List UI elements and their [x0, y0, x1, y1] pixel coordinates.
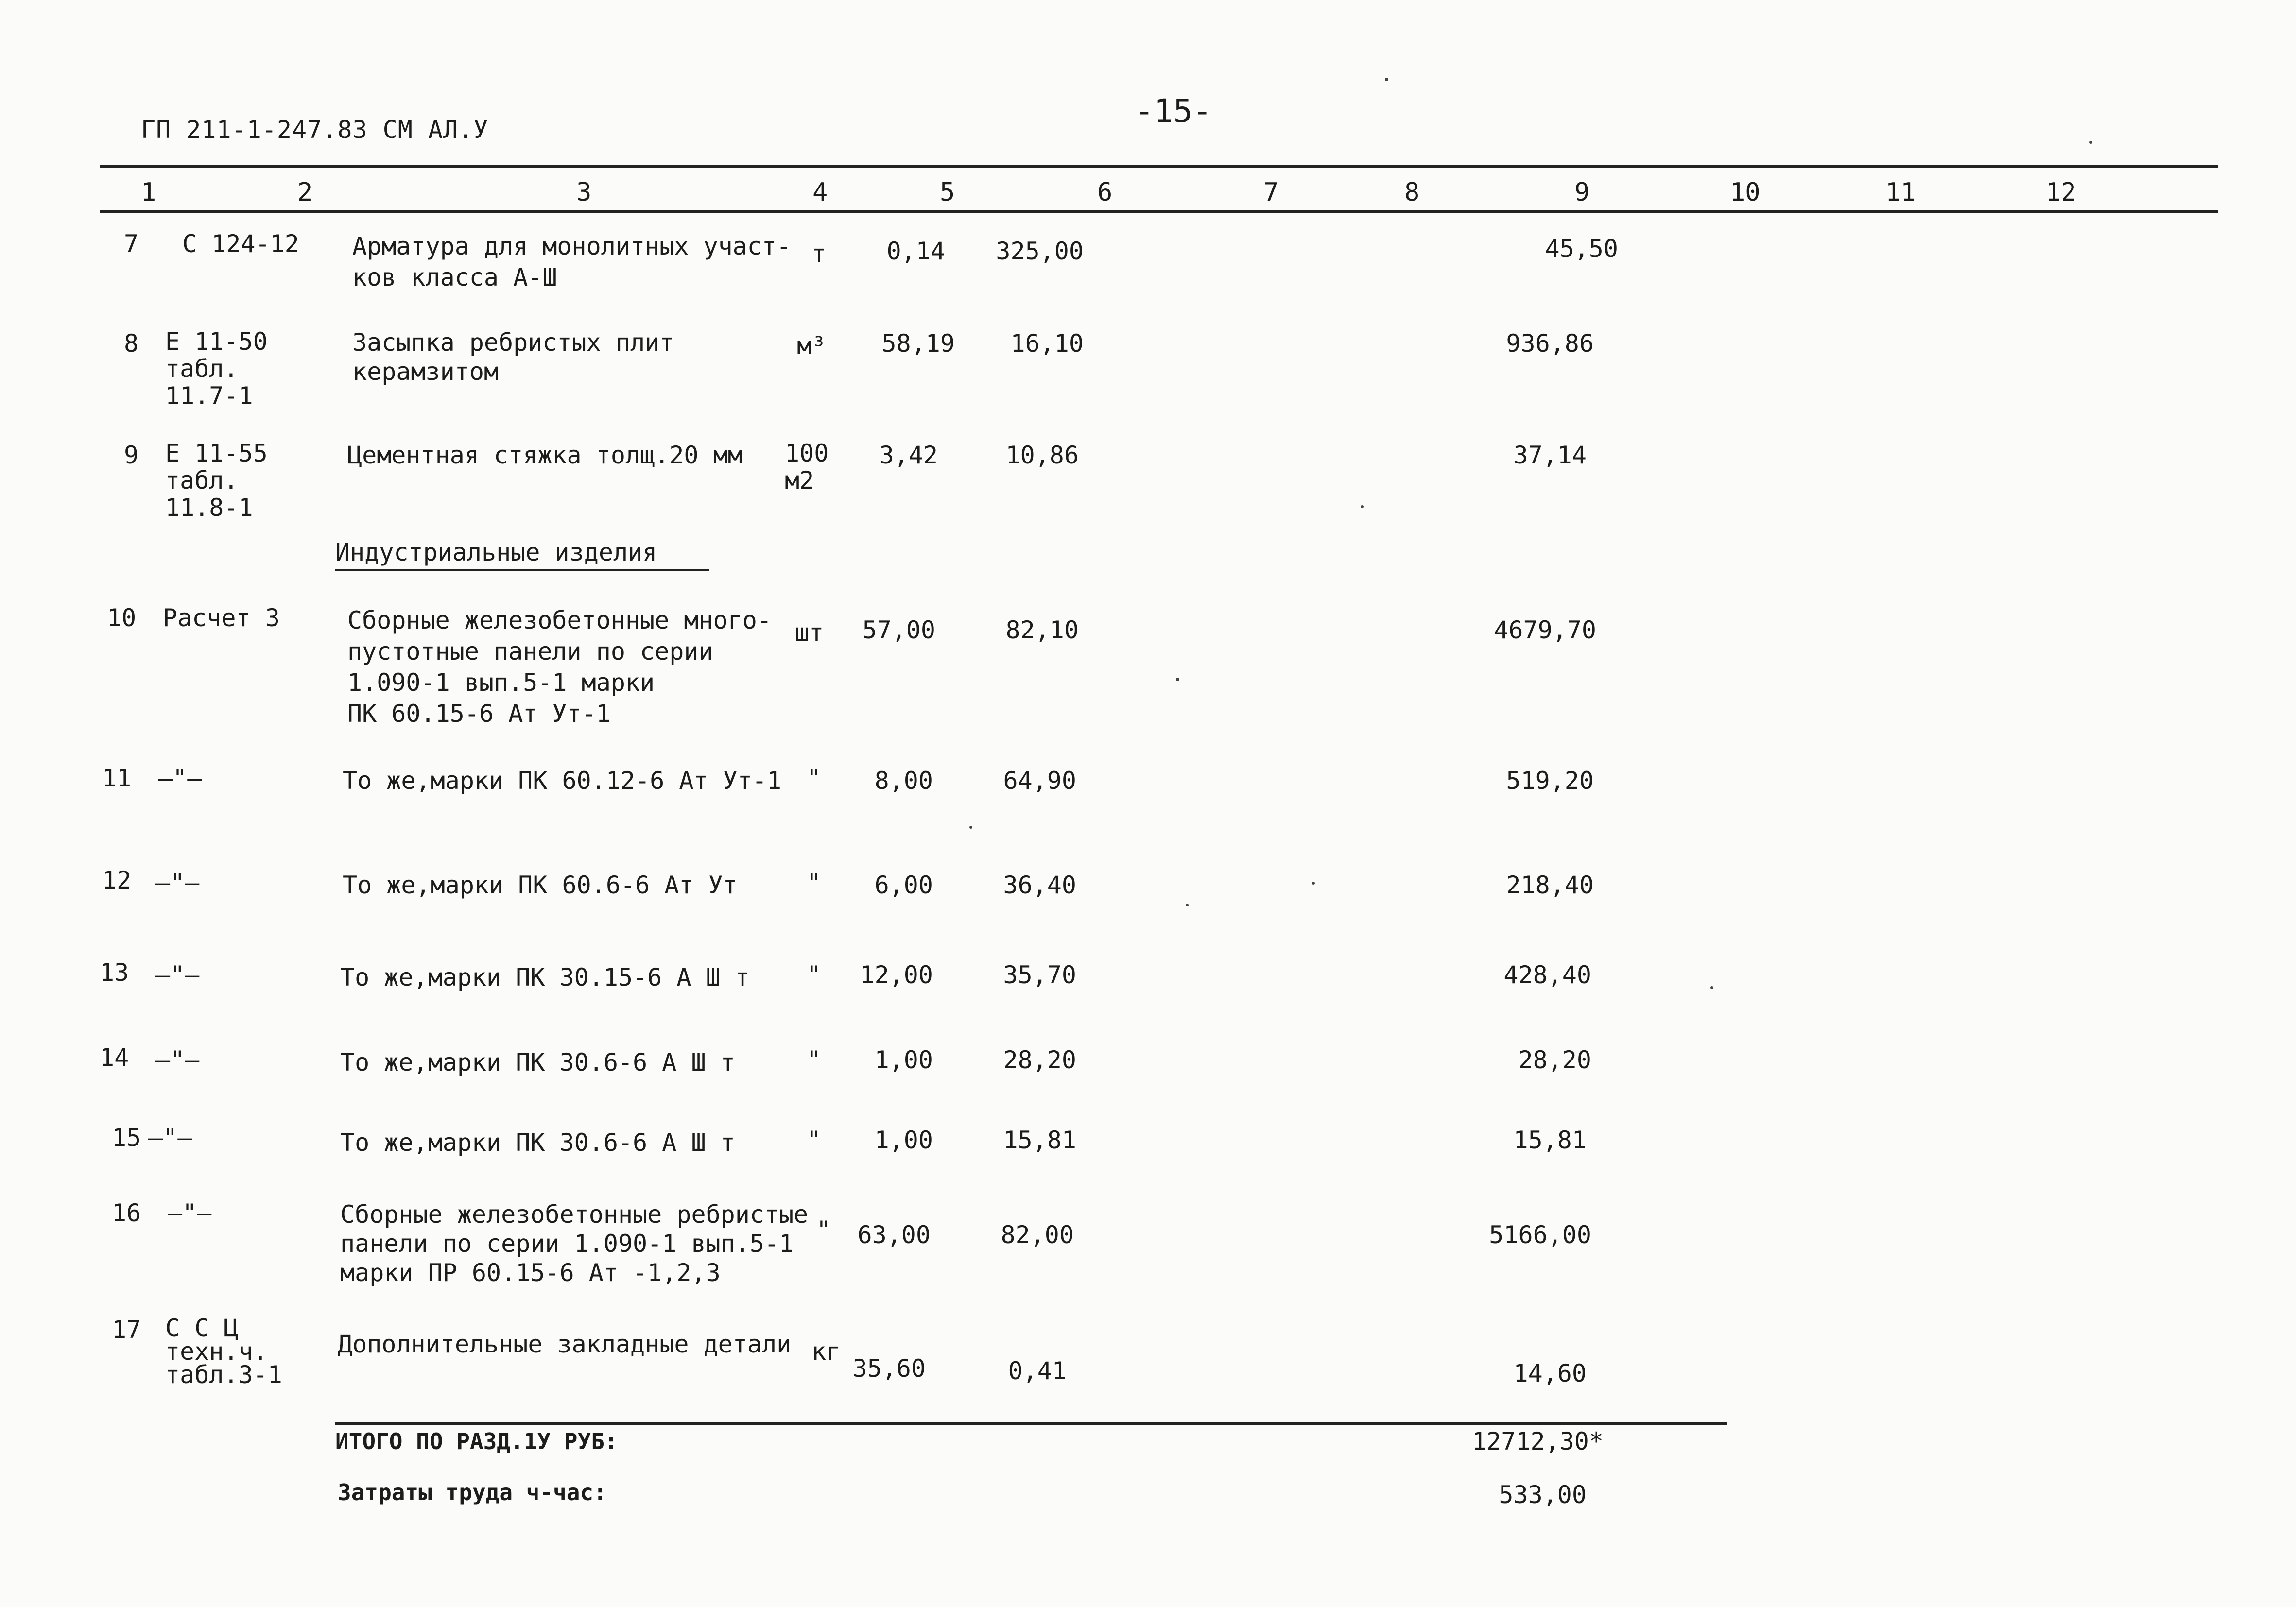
header-top-rule	[100, 165, 2218, 168]
row-13-total: 428,40	[1503, 961, 1591, 989]
row-11-price: 64,90	[1003, 767, 1076, 795]
col-header-12: 12	[2046, 178, 2076, 207]
row-12-price: 36,40	[1003, 871, 1076, 899]
row-14-number: 14	[100, 1043, 129, 1072]
row-8-total: 936,86	[1506, 329, 1594, 358]
row-10-price: 82,10	[1005, 616, 1079, 644]
col-header-6: 6	[1097, 178, 1113, 207]
row-16-code: —"—	[168, 1199, 212, 1227]
col-header-2: 2	[297, 178, 313, 207]
row-17-price: 0,41	[1008, 1357, 1067, 1385]
row-15-unit: "	[807, 1126, 822, 1154]
row-14-quantity: 1,00	[874, 1046, 933, 1074]
row-11-code: —"—	[158, 764, 202, 792]
section-heading: Индустриальные изделия	[335, 537, 709, 571]
scan-speck	[1710, 986, 1713, 989]
row-12-number: 12	[102, 866, 132, 894]
scan-speck	[1361, 505, 1364, 508]
row-12-description: То же,марки ПК 60.6-6 Ат Ут	[343, 871, 738, 899]
row-10-total: 4679,70	[1494, 616, 1596, 644]
row-10-quantity: 57,00	[862, 616, 935, 644]
col-header-4: 4	[812, 178, 828, 207]
total-sum-label: ИТОГО ПО РАЗД.1У РУБ:	[335, 1428, 618, 1454]
row-16-price: 82,00	[1001, 1221, 1074, 1249]
row-15-code: —"—	[148, 1124, 192, 1152]
row-7-description: Арматура для монолитных участ- ков класса А-Ш	[352, 232, 792, 291]
col-header-1: 1	[141, 178, 156, 207]
row-11-quantity: 8,00	[874, 767, 933, 795]
row-10-number: 10	[107, 604, 137, 632]
row-14-unit: "	[807, 1046, 822, 1074]
row-15-quantity: 1,00	[874, 1126, 933, 1154]
row-8-number: 8	[124, 329, 139, 358]
col-header-7: 7	[1263, 178, 1279, 207]
row-9-number: 9	[124, 441, 139, 469]
row-17-description: Дополнительные закладные детали	[338, 1330, 792, 1358]
row-17-unit: кг	[811, 1337, 841, 1366]
col-header-5: 5	[940, 178, 955, 207]
row-9-price: 10,86	[1005, 441, 1079, 469]
row-13-price: 35,70	[1003, 961, 1076, 989]
row-7-price: 325,00	[996, 237, 1084, 265]
row-7-quantity: 0,14	[886, 237, 945, 265]
row-9-quantity: 3,42	[879, 441, 938, 469]
scan-speck	[969, 826, 972, 829]
row-16-total: 5166,00	[1489, 1221, 1591, 1249]
row-15-price: 15,81	[1003, 1126, 1076, 1154]
totals-rule	[335, 1422, 1727, 1425]
row-13-unit: "	[807, 961, 822, 989]
row-12-quantity: 6,00	[874, 871, 933, 899]
row-14-code: —"—	[155, 1046, 200, 1074]
scan-speck	[1312, 882, 1315, 885]
row-7-unit: т	[811, 239, 827, 268]
row-8-unit: м³	[797, 332, 827, 360]
total-sum-value: 12712,30*	[1472, 1427, 1604, 1455]
col-header-11: 11	[1885, 178, 1916, 207]
row-16-description: Сборные железобетонные ребристые панели по серии 1.090-1 вып.5-1 марки ПР 60.15-6 Ат -1,2,3	[340, 1200, 809, 1287]
scan-speck	[1186, 904, 1189, 906]
row-12-code: —"—	[155, 869, 200, 897]
row-11-number: 11	[102, 764, 132, 792]
header-bottom-rule	[100, 210, 2218, 213]
row-9-unit: 100 м2	[785, 439, 829, 495]
labor-value: 533,00	[1499, 1481, 1587, 1509]
col-header-9: 9	[1574, 178, 1590, 207]
row-8-code: Е 11-50 табл. 11.7-1	[165, 327, 268, 410]
row-13-number: 13	[100, 958, 129, 987]
row-17-number: 17	[112, 1316, 141, 1344]
row-14-description: То же,марки ПК 30.6-6 А Ш т	[340, 1048, 735, 1077]
row-17-quantity: 35,60	[852, 1354, 926, 1383]
row-8-description: Засыпка ребристых плит керамзитом	[352, 328, 674, 386]
row-7-code: С 124-12	[182, 230, 299, 258]
scan-speck	[1176, 678, 1179, 681]
row-9-total: 37,14	[1513, 441, 1587, 469]
row-11-description: То же,марки ПК 60.12-6 Ат Ут-1	[343, 767, 782, 795]
row-12-total: 218,40	[1506, 871, 1594, 899]
row-16-unit: "	[816, 1216, 831, 1244]
row-14-total: 28,20	[1518, 1046, 1591, 1074]
row-9-code: Е 11-55 табл. 11.8-1	[165, 439, 268, 522]
row-15-number: 15	[112, 1124, 141, 1152]
row-14-price: 28,20	[1003, 1046, 1076, 1074]
row-9-description: Цементная стяжка толщ.20 мм	[347, 441, 742, 469]
labor-label: Затраты труда ч-час:	[338, 1479, 607, 1505]
row-8-quantity: 58,19	[881, 329, 955, 358]
row-7-number: 7	[124, 230, 139, 258]
row-16-number: 16	[112, 1199, 141, 1227]
row-8-price: 16,10	[1010, 329, 1084, 358]
row-15-total: 15,81	[1513, 1126, 1587, 1154]
col-header-10: 10	[1730, 178, 1761, 207]
row-11-unit: "	[807, 764, 822, 792]
col-header-8: 8	[1404, 178, 1420, 207]
col-header-3: 3	[576, 178, 592, 207]
row-12-unit: "	[807, 869, 822, 897]
row-10-description: Сборные железобетонные много- пустотные панели по серии 1.090-1 вып.5-1 марки ПК 60.15-6 Ат Ут-1	[347, 606, 772, 728]
row-13-quantity: 12,00	[860, 961, 933, 989]
scan-speck	[1385, 78, 1388, 81]
row-17-total: 14,60	[1513, 1359, 1587, 1387]
row-15-description: То же,марки ПК 30.6-6 А Ш т	[340, 1128, 735, 1157]
row-16-quantity: 63,00	[857, 1221, 931, 1249]
document-code: ГП 211-1-247.83 СМ АЛ.У	[141, 116, 489, 144]
row-7-total: 45,50	[1545, 235, 1618, 263]
row-10-unit: шт	[794, 618, 824, 647]
scan-speck	[2089, 141, 2092, 144]
row-10-code: Расчет 3	[163, 604, 280, 632]
row-11-total: 519,20	[1506, 767, 1594, 795]
row-17-code: С С Ц техн.ч. табл.3-1	[165, 1314, 282, 1389]
row-13-code: —"—	[155, 961, 200, 989]
row-13-description: То же,марки ПК 30.15-6 А Ш т	[340, 963, 750, 992]
page-number: -15-	[1135, 92, 1212, 130]
